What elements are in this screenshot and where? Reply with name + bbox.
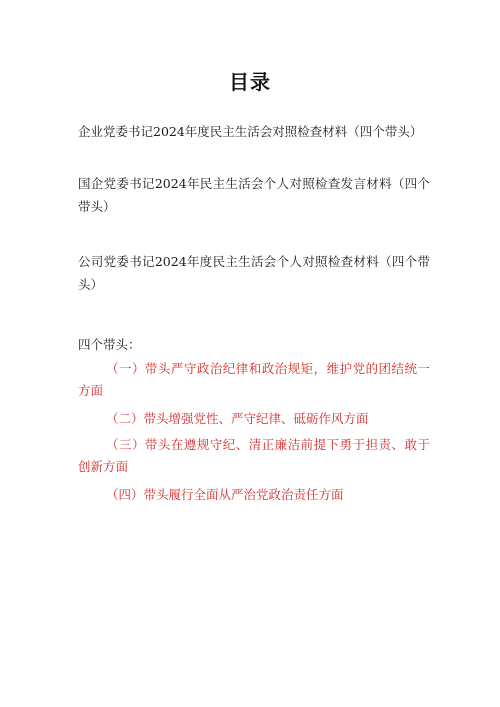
toc-entry: 国企党委书记2024年民主生活会个人对照检查发言材料（四个带头） (78, 176, 430, 214)
section-heading-item: （一）带头严守政治纪律和政治规矩，维护党的团结统一方面 (78, 361, 430, 398)
toc-entry: 企业党委书记2024年度民主生活会对照检查材料（四个带头） (78, 124, 423, 139)
section-heading-item: （四）带头履行全面从严治党政治责任方面 (106, 487, 344, 502)
toc-entry: 公司党委书记2024年度民主生活会个人对照检查材料（四个带头） (78, 254, 430, 292)
section-heading-item: （二）带头增强党性、严守纪律、砥砺作风方面 (106, 411, 369, 426)
page-title: 目录 (229, 70, 271, 94)
section-heading-item: （三）带头在遵规守纪、清正廉洁前提下勇于担责、敢于创新方面 (78, 437, 430, 474)
section-label: 四个带头： (78, 337, 141, 352)
